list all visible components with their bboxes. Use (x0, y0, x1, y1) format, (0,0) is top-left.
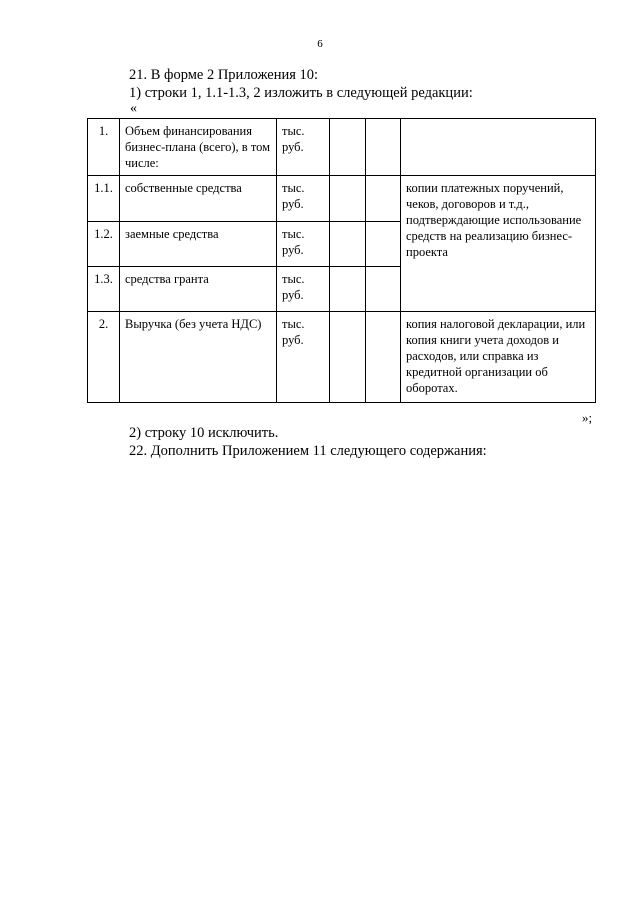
row-document (401, 119, 596, 176)
opening-quote: « (130, 101, 137, 116)
row-indicator-name: Выручка (без учета НДС) (120, 312, 277, 403)
row-number: 1. (88, 119, 120, 176)
amendment-subitem-2: 2) строку 10 исключить. (129, 425, 279, 441)
row-unit: тыс. руб. (277, 267, 330, 312)
row-unit: тыс. руб. (277, 119, 330, 176)
empty-cell (330, 312, 366, 403)
amendment-table (87, 118, 596, 403)
amendment-item-22: 22. Дополнить Приложением 11 следующего содержания: (129, 443, 487, 459)
row-number: 1.3. (88, 267, 120, 312)
row-indicator-name: средства гранта (120, 267, 277, 312)
row-number: 1.2. (88, 222, 120, 267)
row-indicator-name: собственные средства (120, 176, 277, 222)
page-number: 6 (317, 38, 323, 50)
merged-document-cell: копии платежных поручений, чеков, договоров и т.д., подтверждающие использование средств на реализацию бизнес-проекта (401, 176, 596, 312)
empty-cell (330, 176, 366, 222)
empty-cell (366, 222, 401, 267)
row-unit: тыс. руб. (277, 312, 330, 403)
amendment-subitem-1: 1) строки 1, 1.1-1.3, 2 изложить в следующей редакции: (129, 85, 473, 101)
row-indicator-name: Объем финансирования бизнес-плана (всего), в том числе: (120, 119, 277, 176)
row-document: копия налоговой декларации, или копия книги учета доходов и расходов, или справка из кредитной организации об оборотах. (401, 312, 596, 403)
row-unit: тыс. руб. (277, 176, 330, 222)
amendment-item-21: 21. В форме 2 Приложения 10: (129, 67, 319, 83)
row-number: 1.1. (88, 176, 120, 222)
table-row (88, 312, 596, 403)
row-unit: тыс. руб. (277, 222, 330, 267)
closing-quote: »; (582, 410, 593, 425)
empty-cell (330, 222, 366, 267)
table-row (88, 119, 596, 176)
empty-cell (366, 312, 401, 403)
row-indicator-name: заемные средства (120, 222, 277, 267)
empty-cell (366, 267, 401, 312)
empty-cell (330, 119, 366, 176)
empty-cell (366, 176, 401, 222)
row-number: 2. (88, 312, 120, 403)
table-row (88, 176, 596, 222)
empty-cell (330, 267, 366, 312)
empty-cell (366, 119, 401, 176)
